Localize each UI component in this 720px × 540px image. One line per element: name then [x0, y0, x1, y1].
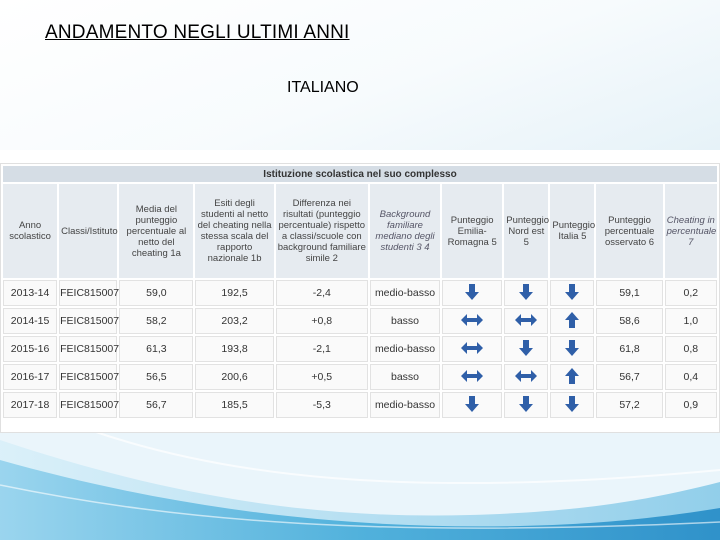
cell-anno: 2014-15 — [3, 308, 57, 334]
cell-esiti: 185,5 — [195, 392, 273, 418]
cell-osservato: 61,8 — [596, 336, 662, 362]
column-header: Anno scolastico — [3, 184, 57, 278]
column-header: Cheating in percentuale 7 — [665, 184, 717, 278]
cell-osservato: 58,6 — [596, 308, 662, 334]
cell-differenza: -2,1 — [276, 336, 368, 362]
cell-nord-est — [504, 280, 548, 306]
cell-emilia-romagna — [442, 336, 502, 362]
arrow-down-icon — [565, 396, 579, 415]
column-header: Classi/Istituto — [59, 184, 117, 278]
cell-nord-est — [504, 308, 548, 334]
cell-emilia-romagna — [442, 280, 502, 306]
cell-background: basso — [370, 308, 440, 334]
arrow-left-right-icon — [461, 314, 483, 329]
results-table — [1, 164, 719, 420]
cell-differenza: +0,5 — [276, 364, 368, 390]
cell-differenza: -5,3 — [276, 392, 368, 418]
cell-nord-est — [504, 364, 548, 390]
cell-anno: 2016-17 — [3, 364, 57, 390]
arrow-down-icon — [565, 284, 579, 303]
arrow-up-icon — [565, 312, 579, 331]
cell-media: 61,3 — [119, 336, 193, 362]
cell-cheating: 0,4 — [665, 364, 717, 390]
cell-emilia-romagna — [442, 308, 502, 334]
cell-background: medio-basso — [370, 280, 440, 306]
cell-classe: FEIC815007 — [59, 364, 117, 390]
cell-anno: 2015-16 — [3, 336, 57, 362]
arrow-down-icon — [465, 284, 479, 303]
cell-background: medio-basso — [370, 336, 440, 362]
column-header: Punteggio Italia 5 — [550, 184, 594, 278]
cell-osservato: 56,7 — [596, 364, 662, 390]
arrow-down-icon — [519, 340, 533, 359]
cell-anno: 2013-14 — [3, 280, 57, 306]
cell-italia — [550, 392, 594, 418]
cell-classe: FEIC815007 — [59, 392, 117, 418]
cell-cheating: 1,0 — [665, 308, 717, 334]
cell-differenza: +0,8 — [276, 308, 368, 334]
column-header: Differenza nei risultati (punteggio percentuale) rispetto a classi/scuole con background familiare simile 2 — [276, 184, 368, 278]
cell-italia — [550, 308, 594, 334]
results-table-container — [0, 163, 720, 433]
cell-media: 58,2 — [119, 308, 193, 334]
cell-italia — [550, 280, 594, 306]
cell-italia — [550, 364, 594, 390]
column-header: Esiti degli studenti al netto del cheating nella stessa scala del rapporto nazionale 1b — [195, 184, 273, 278]
cell-emilia-romagna — [442, 392, 502, 418]
column-header: Punteggio percentuale osservato 6 — [596, 184, 662, 278]
cell-emilia-romagna — [442, 364, 502, 390]
arrow-down-icon — [519, 396, 533, 415]
table-row — [3, 336, 717, 362]
cell-cheating: 0,2 — [665, 280, 717, 306]
arrow-down-icon — [565, 340, 579, 359]
slide-title: ANDAMENTO NEGLI ULTIMI ANNI — [45, 22, 350, 43]
table-row — [3, 364, 717, 390]
arrow-down-icon — [465, 396, 479, 415]
column-header: Punteggio Emilia-Romagna 5 — [442, 184, 502, 278]
background-wave — [0, 430, 720, 540]
arrow-up-icon — [565, 368, 579, 387]
cell-italia — [550, 336, 594, 362]
cell-classe: FEIC815007 — [59, 280, 117, 306]
table-row — [3, 308, 717, 334]
column-header: Background familiare mediano degli studenti 3 4 — [370, 184, 440, 278]
cell-cheating: 0,9 — [665, 392, 717, 418]
table-row — [3, 392, 717, 418]
column-header: Punteggio Nord est 5 — [504, 184, 548, 278]
cell-cheating: 0,8 — [665, 336, 717, 362]
slide-subtitle: ITALIANO — [287, 79, 359, 96]
cell-esiti: 192,5 — [195, 280, 273, 306]
cell-esiti: 193,8 — [195, 336, 273, 362]
cell-classe: FEIC815007 — [59, 336, 117, 362]
group-header: Istituzione scolastica nel suo complesso — [3, 166, 717, 182]
cell-media: 56,7 — [119, 392, 193, 418]
arrow-left-right-icon — [515, 314, 537, 329]
cell-classe: FEIC815007 — [59, 308, 117, 334]
cell-esiti: 200,6 — [195, 364, 273, 390]
cell-media: 56,5 — [119, 364, 193, 390]
cell-nord-est — [504, 392, 548, 418]
cell-differenza: -2,4 — [276, 280, 368, 306]
arrow-left-right-icon — [461, 342, 483, 357]
cell-osservato: 57,2 — [596, 392, 662, 418]
arrow-left-right-icon — [461, 370, 483, 385]
cell-background: basso — [370, 364, 440, 390]
table-row — [3, 280, 717, 306]
cell-background: medio-basso — [370, 392, 440, 418]
column-header: Media del punteggio percentuale al netto del cheating 1a — [119, 184, 193, 278]
arrow-down-icon — [519, 284, 533, 303]
cell-osservato: 59,1 — [596, 280, 662, 306]
cell-esiti: 203,2 — [195, 308, 273, 334]
cell-nord-est — [504, 336, 548, 362]
cell-media: 59,0 — [119, 280, 193, 306]
cell-anno: 2017-18 — [3, 392, 57, 418]
arrow-left-right-icon — [515, 370, 537, 385]
